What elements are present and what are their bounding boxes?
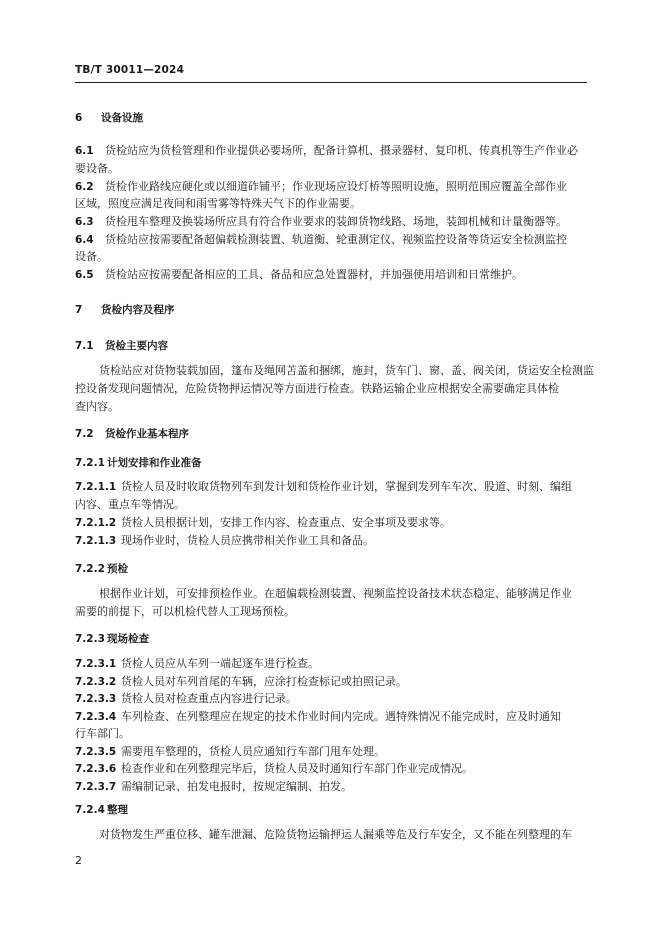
subsubsection-title: 整理 [107,804,128,816]
clause-number: 7.2.3.5 [75,746,117,758]
subsubsection-title: 预检 [107,563,128,575]
subsection-title: 货检作业基本程序 [105,428,189,440]
clause-number: 6.5 [75,269,94,281]
clause [75,762,587,776]
clause-number: 6.2 [75,181,94,193]
subsubsection-number: 7.2.1 [75,457,105,469]
clause [75,710,587,724]
clause [75,480,587,494]
subsection-number: 7.1 [75,340,94,352]
subsubsection-heading [75,562,587,576]
clause-number: 7.2.1.1 [75,481,117,493]
clause-number: 7.2.1.3 [75,535,117,547]
clause-text: 车列检查、在列整理应在规定的技术作业时间内完成。遇特殊情况不能完成时，应及时通知 [121,710,561,723]
clause-number: 6.3 [75,216,94,228]
section-heading [75,303,587,317]
clause-text: 需要甩车整理的，货检人员应通知行车部门甩车处理。 [121,745,385,758]
clause [75,780,587,794]
clause-continuation: 内容、重点车等情况。 [75,498,185,511]
clause [75,180,587,194]
subsection-number: 7.2 [75,428,94,440]
clause [75,268,587,282]
subsubsection-number: 7.2.2 [75,563,105,575]
clause-number: 6.1 [75,145,94,157]
paragraph-line: 对货物发生严重位移、罐车泄漏、危险货物运输押运人漏乘等危及行车安全，又不能在列整理的车 [99,828,572,841]
clause-text: 检查作业和在列整理完毕后，货检人员及时通知行车部门作业完成情况。 [121,762,473,775]
clause-continuation: 行车部门。 [75,727,130,740]
clause-continuation: 区域，照度应满足夜间和雨雪雾等特殊天气下的作业需要。 [75,197,361,210]
clause [75,516,587,530]
section-number: 6 [75,112,83,124]
clause-text: 货检人员应从车列一端起逐车进行检查。 [121,657,319,670]
subsubsection-heading [75,803,587,817]
paragraph-line: 需要的前提下，可以机检代替人工现场预检。 [75,605,295,618]
clause-number: 7.2.3.1 [75,658,117,670]
paragraph-line: 控设备发现问题情况，危险货物押运情况等方面进行检查。铁路运输企业应根据安全需要确定具体检 [75,382,559,395]
subsection-title: 货检主要内容 [105,340,168,352]
subsection-heading [75,339,587,353]
clause-number: 7.2.3.4 [75,711,117,723]
clause [75,692,587,706]
section-number: 7 [75,304,83,316]
subsubsection-heading [75,456,587,470]
subsubsection-number: 7.2.3 [75,633,105,645]
clause [75,657,587,671]
clause-number: 7.2.3.6 [75,763,117,775]
clause [75,233,587,247]
clause-number: 7.2.3.3 [75,693,117,705]
clause [75,144,587,158]
clause-number: 6.4 [75,234,94,246]
paragraph-line: 根据作业计划，可安排预检作业。在超偏载检测装置、视频监控设备技术状态稳定、能够满足作业 [99,587,572,600]
paragraph-line: 查内容。 [75,400,119,413]
section-title: 设备设施 [101,112,143,124]
clause-number: 7.2.1.2 [75,517,117,529]
paragraph-line: 货检站应对货物装载加固，篷布及绳网苫盖和捆绑，施封，货车门、窗、盖、阀关闭，货运安全检测监 [99,364,594,377]
clause-text: 货检作业路线应硬化或以细道砟铺平；作业现场应设灯桥等照明设施，照明范围应覆盖全部作业 [105,180,567,193]
clause-text: 货检甩车整理及换装场所应具有符合作业要求的装卸货物线路、场地，装卸机械和计量衡器等。 [105,215,567,228]
subsubsection-heading [75,632,587,646]
clause-text: 现场作业时，货检人员应携带相关作业工具和备品。 [121,534,374,547]
header-rule [75,82,587,83]
clause-continuation: 要设备。 [75,162,119,175]
clause-text: 需编制记录、拍发电报时，按规定编制、拍发。 [121,780,352,793]
clause [75,675,587,689]
clause [75,745,587,759]
clause-text: 货检站应按需要配备超偏载检测装置、轨道衡、轮重测定仪、视频监控设备等货运安全检测监控 [105,233,567,246]
subsubsection-number: 7.2.4 [75,804,105,816]
clause [75,215,587,229]
clause-text: 货检人员对检查重点内容进行记录。 [121,692,297,705]
section-heading [75,111,587,125]
clause-number: 7.2.3.7 [75,781,117,793]
clause-text: 货检人员及时收取货物列车到发计划和货检作业计划，掌握到发列车车次、股道、时刻、编组 [121,480,572,493]
subsubsection-title: 计划安排和作业准备 [107,457,202,469]
clause-continuation: 设备。 [75,250,108,263]
clause-text: 货检站应为货检管理和作业提供必要场所，配备计算机、摄录器材、复印机、传真机等生产作业必 [105,144,578,157]
clause-number: 7.2.3.2 [75,676,117,688]
clause-text: 货检站应按需要配备相应的工具、备品和应急处置器材，并加强使用培训和日常维护。 [105,268,523,281]
document-id: TB/T 30011—2024 [75,64,185,76]
clause [75,534,587,548]
subsection-heading [75,427,587,441]
section-title: 货检内容及程序 [101,304,175,316]
clause-text: 货检人员对车列首尾的车辆，应涂打检查标记或拍照记录。 [121,675,407,688]
page-number: 2 [75,854,82,867]
subsubsection-title: 现场检查 [107,633,149,645]
clause-text: 货检人员根据计划，安排工作内容、检查重点、安全事项及要求等。 [121,516,451,529]
